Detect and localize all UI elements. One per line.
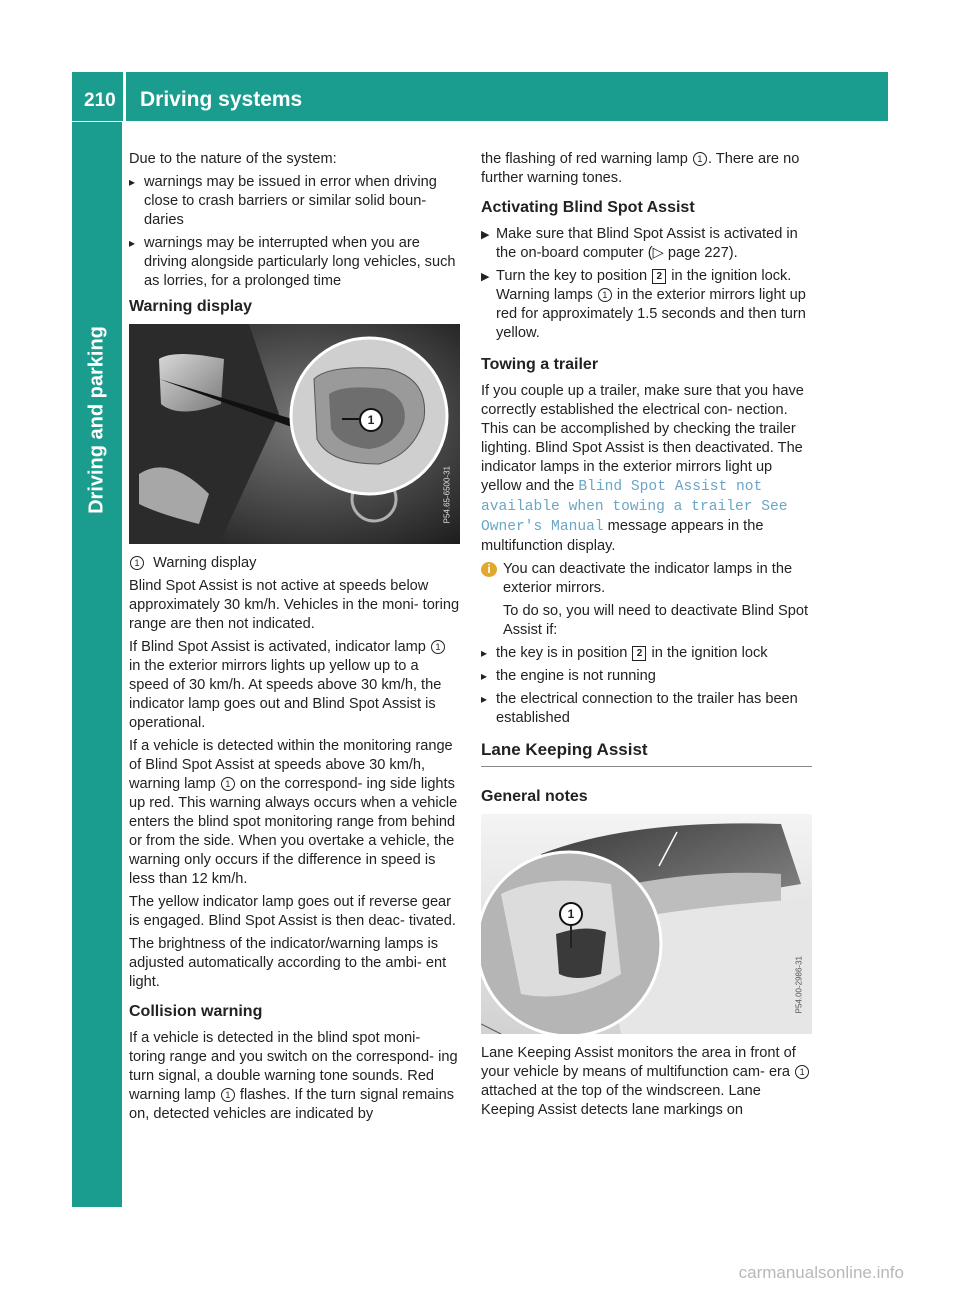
instruction-list: [481, 225, 812, 343]
callout-marker: 1: [431, 640, 445, 654]
lane-keeping-heading: Lane Keeping Assist: [481, 740, 812, 767]
info-icon: i: [481, 562, 497, 577]
figure1-code: P54.65-6500-31: [442, 466, 451, 524]
instruction-step: ▶ Make sure that Blind Spot Assist is activated in the on-board computer (▷ page 227).: [481, 225, 812, 263]
display-message: Blind Spot Assist not available when towing a trailer See Owner's Manual: [481, 479, 788, 535]
paragraph: The brightness of the indicator/warning lamps is adjusted automatically according to the ambi- ent light.: [129, 936, 447, 990]
info-bullet-list: [481, 644, 812, 728]
lane-keeping-figure: [481, 814, 812, 1034]
info-text: You can deactivate the indicator lamps in the exterior mirrors.: [503, 561, 793, 596]
callout-marker: 1: [221, 1088, 235, 1102]
warning-display-heading: Warning display: [129, 298, 252, 315]
callout-marker: 1: [221, 777, 235, 791]
side-tab: [72, 122, 122, 1207]
header-divider: [123, 72, 126, 121]
callout-marker: 1: [693, 152, 707, 166]
key-position-marker: 2: [652, 269, 666, 284]
page-number: 210: [84, 90, 116, 111]
left-column: [129, 150, 460, 1128]
paragraph: If you couple up a trailer, make sure that you have correctly established the electrical con- nection. This can be accomplished by checking the trailer lighting. Blind Spot Assist is then deactivated. The indicator lamps in the exterior mirrors light up yellow and the Blind Spot Assist not available when towing a trailer See Owner's Manual message appears in the multifunction display.: [481, 383, 804, 554]
towing-heading: Towing a trailer: [481, 356, 599, 373]
list-item: ▸ warnings may be issued in error when driving close to crash barriers or similar solid boun- daries: [129, 173, 460, 230]
list-item: ▸ the key is in position 2 in the ignition lock: [481, 644, 812, 663]
list-item: ▸ the engine is not running: [481, 667, 812, 686]
paragraph: If Blind Spot Assist is activated, indicator lamp 1 in the exterior mirrors lights up yellow up to a speed of 30 km/h. At speeds above 30 km/h, the indicator lamp goes out and Blind Spot Assist is operational.: [129, 638, 460, 733]
info-text: To do so, you will need to deactivate Blind Spot Assist if:: [503, 603, 809, 638]
figure2-code: P54.00-2986-31: [794, 956, 803, 1014]
watermark: carmanualsonline.info: [738, 1263, 904, 1282]
figure2-callout: 1: [559, 902, 583, 926]
right-column: [481, 150, 812, 1124]
paragraph: Lane Keeping Assist monitors the area in front of your vehicle by means of multifunction cam- era 1 attached at the top of the windscreen. Lane Keeping Assist detects lane markings on: [481, 1044, 812, 1120]
intro-bullet-list: [129, 173, 460, 291]
paragraph: the flashing of red warning lamp 1 . There are no further warning tones.: [481, 151, 800, 186]
mirror-illustration: [129, 324, 460, 544]
page-title: Driving systems: [140, 88, 303, 111]
general-notes-heading: General notes: [481, 788, 588, 805]
paragraph: If a vehicle is detected within the monitoring range of Blind Spot Assist at speeds above 30 km/h, warning lamp 1 on the correspond- ing side lights up red. This warning always occurs when a vehicle enters the blind spot monitoring range from behind or from the side. When you overtake a vehicle, the warning only occurs if the difference in speed is less than 12 km/h.: [129, 738, 458, 887]
info-content: [503, 560, 812, 644]
callout-marker: 1: [795, 1065, 809, 1079]
collision-warning-heading: Collision warning: [129, 1003, 263, 1020]
intro-text: Due to the nature of the system:: [129, 151, 337, 167]
instruction-step: ▶ Turn the key to position 2 in the ignition lock. Warning lamps 1 in the exterior mirrors light up red for approximately 1.5 seconds and then turn yellow.: [481, 267, 812, 343]
info-note: [481, 560, 812, 644]
page-ref-arrow-icon: ▷: [652, 245, 664, 261]
figure1-caption: 1 Warning display: [129, 554, 460, 573]
paragraph: The yellow indicator lamp goes out if reverse gear is engaged. Blind Spot Assist is then deac- tivated.: [129, 894, 456, 929]
windscreen-camera-illustration: [481, 814, 812, 1034]
activating-heading: Activating Blind Spot Assist: [481, 199, 695, 216]
paragraph: Blind Spot Assist is not active at speeds below approximately 30 km/h. Vehicles in the moni- toring range are then not indicated.: [129, 578, 460, 632]
callout-marker: 1: [598, 288, 612, 302]
warning-display-figure: [129, 324, 460, 544]
list-item: ▸ warnings may be interrupted when you are driving alongside particularly long vehicles, such as lorries, for a prolonged time: [129, 234, 460, 291]
callout-marker: 1: [130, 556, 144, 570]
page-link[interactable]: page 227).: [667, 245, 738, 261]
paragraph: If a vehicle is detected in the blind spot moni- toring range and you switch on the correspond- ing turn signal, a double warning tone sounds. Red warning lamp 1 flashes. If the turn signal remains on, detected vehicles are indicated by: [129, 1030, 458, 1122]
list-item: ▸ the electrical connection to the trailer has been established: [481, 690, 812, 728]
side-tab-label: Driving and parking: [85, 326, 108, 514]
key-position-marker: 2: [632, 646, 646, 661]
figure1-callout: 1: [359, 408, 383, 432]
